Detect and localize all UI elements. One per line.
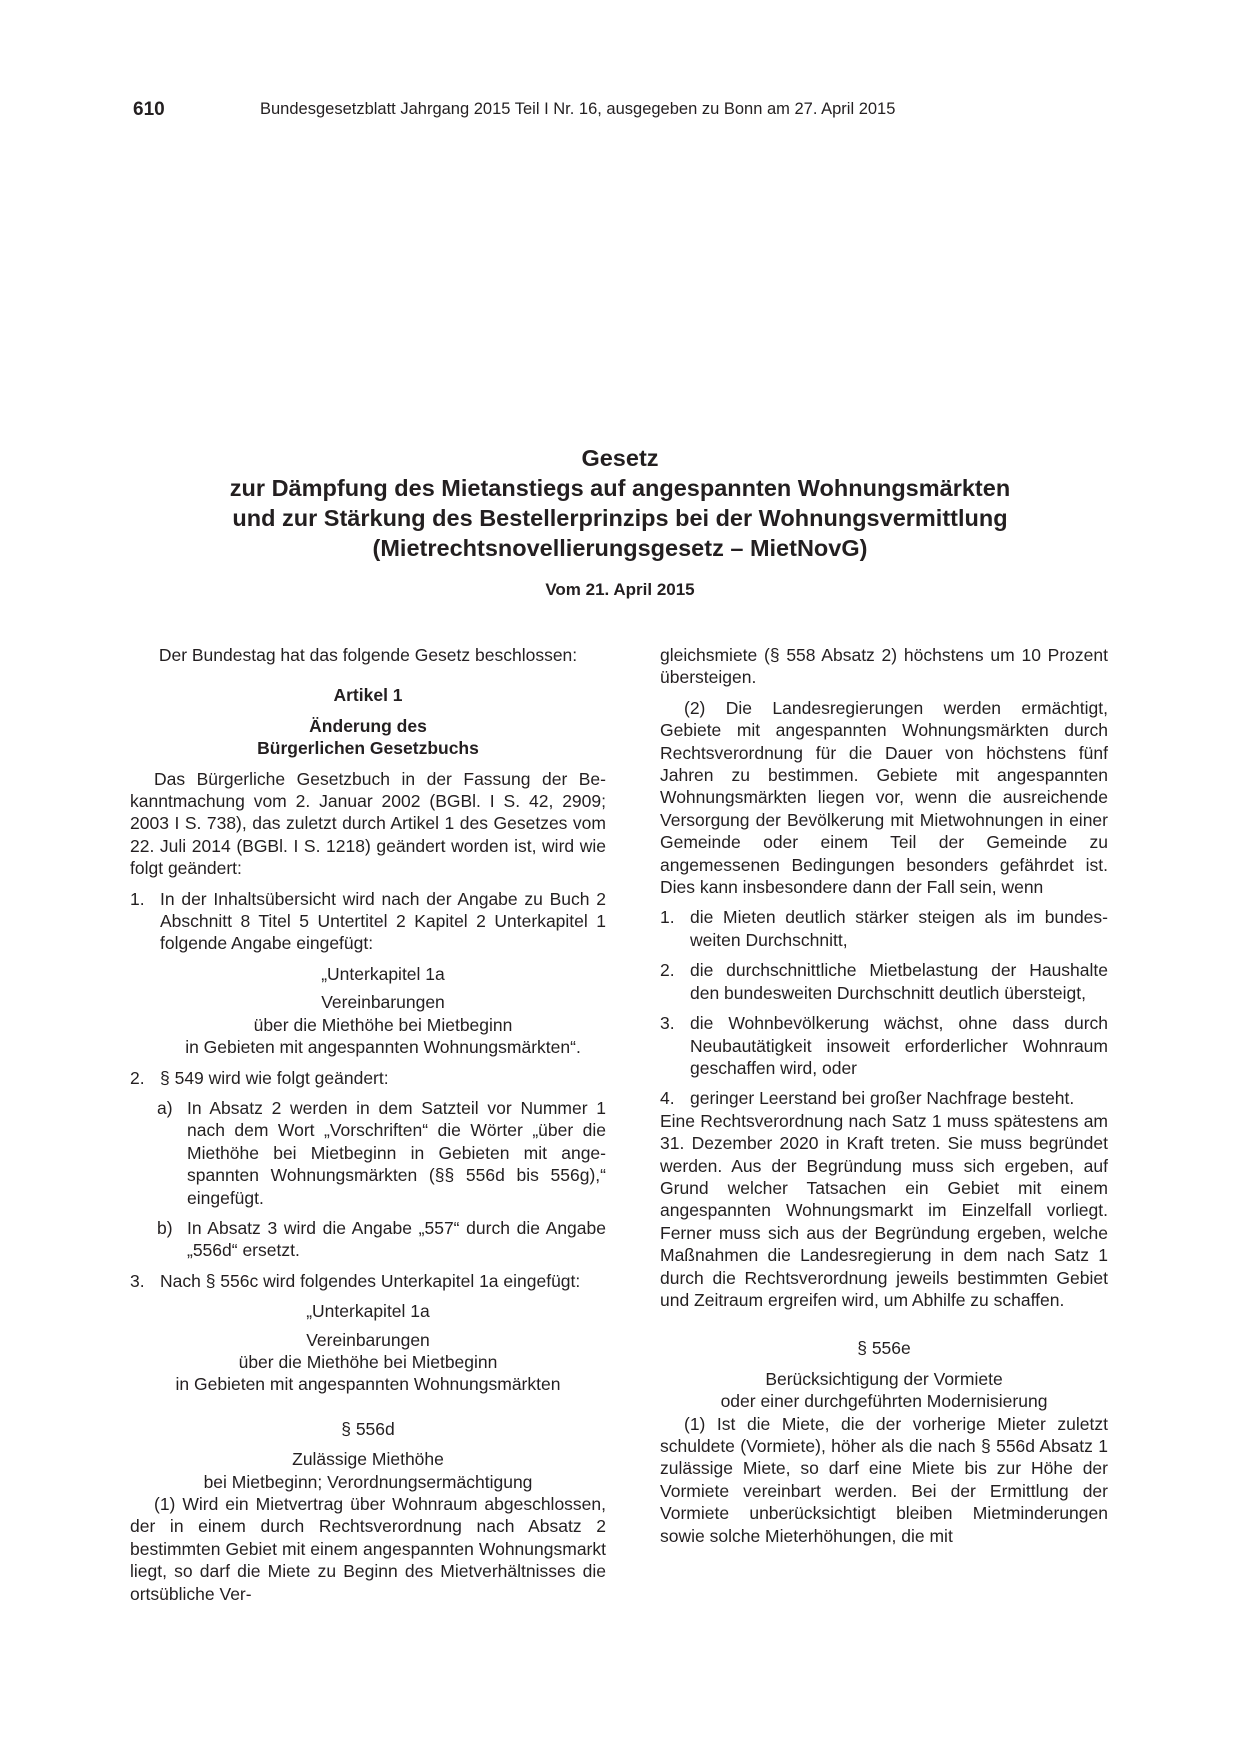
list-item-number: 4. <box>660 1088 675 1109</box>
quoted-heading-line: über die Miethöhe bei Mietbeginn <box>253 1014 513 1035</box>
enactment-clause: Der Bundestag hat das folgende Gesetz beschlossen: <box>158 645 578 665</box>
list-item <box>660 959 1108 1004</box>
title-line-1: Gesetz <box>581 445 659 471</box>
quoted-heading-line: Vereinbarungen <box>306 1329 430 1350</box>
law-title <box>120 443 1120 563</box>
article-intro-paragraph: Das Bürgerliche Gesetzbuch in der Fassung der Bekanntmachung vom 2. Januar 2002 (BGBl. I S. 42, 2909; 2003 I S. 738), das zuletzt durch Artikel 1 des Gesetzes vom 22. Juli 2014 (BGBl. I S. 1218) geändert worden ist, wird wie folgt geändert: <box>130 768 606 879</box>
list-item-number: 3. <box>130 1270 145 1291</box>
section-paragraph: (1) Wird ein Mietvertrag über Wohnraum abgeschlossen, der in einem durch Rechtsverordnung nach Absatz 2 bestimmten Gebiet mit einem angespannten Wohnungsmarkt liegt, so darf die Miete zu Beginn des Mietverhältnisses die ortsübliche Ver- <box>130 1494 606 1604</box>
section-paragraph: (1) Ist die Miete, die der vorherige Mieter zuletzt schuldete (Vormiete), höher als die nach § 556d Absatz 1 zulässige Miete, so darf eine Miete bis zur Höhe der Vormiete vereinbart werden. Bei der Ermittlung der Vormiete unberücksichtigt bleiben Mietminderungen sowie solche Mieterhöhungen, die mit <box>660 1413 1108 1546</box>
quoted-heading-line: „Unterkapitel 1a <box>306 1301 430 1322</box>
title-line-3: und zur Stärkung des Bestellerprinzips bei der Wohnungsvermittlung <box>232 505 1008 531</box>
running-head: Bundesgesetzblatt Jahrgang 2015 Teil I Nr. 16, ausgegeben zu Bonn am 27. April 2015 <box>260 100 896 118</box>
left-column <box>130 644 606 1605</box>
list-item-text: die Mieten deutlich stärker steigen als im bundesweiten Durchschnitt, <box>690 907 1108 950</box>
article-heading: Artikel 1 <box>333 685 403 706</box>
sub-item-text: In Absatz 3 wird die Angabe „557“ durch die Angabe „556d“ ersetzt. <box>187 1217 606 1261</box>
quoted-heading-line: „Unterkapitel 1a <box>321 963 445 984</box>
sub-item-text: In Absatz 2 werden in dem Satzteil vor Nummer 1 nach dem Wort „Vorschriften“ die Wörter „über die Miethöhe bei Mietbeginn in Gebieten mit angespannten Wohnungsmärkten (§§ 556d bis 556g),“ eingefügt. <box>187 1097 606 1208</box>
right-column <box>660 644 1108 1547</box>
list-item-text: § 549 wird wie folgt geändert: <box>160 1067 389 1088</box>
list-item-number: 1. <box>660 907 675 928</box>
list-item <box>660 1012 1108 1079</box>
law-date: Vom 21. April 2015 <box>545 580 695 599</box>
quoted-heading <box>130 963 606 1059</box>
list-item <box>660 1087 1108 1109</box>
list-item <box>660 906 1108 951</box>
title-line-4: (Mietrechtsnovellierungsgesetz – MietNovG) <box>372 535 868 561</box>
list-item-number: 2. <box>660 960 675 981</box>
section-556e-heading <box>660 1337 1108 1412</box>
quoted-heading <box>130 1300 606 1396</box>
article-title-line-1: Änderung des <box>309 715 427 736</box>
section-number: § 556e <box>857 1338 911 1359</box>
list-item-number: 3. <box>660 1013 675 1034</box>
sub-item-letter: b) <box>157 1217 173 1238</box>
list-item-number: 1. <box>130 888 145 909</box>
quoted-heading-line: Vereinbarungen <box>321 992 445 1013</box>
list-item-text: geringer Leerstand bei großer Nachfrage besteht. <box>690 1088 1075 1109</box>
section-number: § 556d <box>341 1418 395 1439</box>
list-item-text: die Wohnbevölkerung wächst, ohne dass durch Neubautätigkeit insoweit erforderlicher Wohnraum geschaffen wird, oder <box>690 1013 1108 1078</box>
list-item-text: In der Inhaltsübersicht wird nach der Angabe zu Buch 2 Abschnitt 8 Titel 5 Untertitel 2 Kapitel 2 Unterkapitel 1 folgende Angabe eingefügt: <box>160 888 606 954</box>
section-paragraph: Eine Rechtsverordnung nach Satz 1 muss spätestens am 31. Dezember 2020 in Kraft treten. Sie muss begründet werden. Aus der Begründung muss sich ergeben, auf Grund welcher Tatsachen ein Gebiet mit einem angespannten Wohnungsmarkt im Einzelfall vorliegt. Ferner muss sich aus der Begründung ergeben, welche Maßnahmen die Landesregierung in dem nach Satz 1 durch die Rechtsverordnung jeweils bestimmten Gebiet und Zeitraum ergreifen wird, um Abhilfe zu schaffen. <box>660 1110 1108 1310</box>
list-item <box>130 1067 606 1089</box>
list-item-text: die durchschnittliche Mietbelastung der Haushalte den bundesweiten Durchschnitt deutlich übersteigt, <box>690 960 1108 1003</box>
sub-item <box>130 1217 606 1262</box>
article-title-line-2: Bürgerlichen Gesetzbuchs <box>257 738 479 759</box>
quoted-heading-line: in Gebieten mit angespannten Wohnungsmärkten <box>175 1374 561 1395</box>
section-title-line: Berücksichtigung der Vormiete <box>765 1368 1003 1389</box>
sub-item <box>130 1097 606 1209</box>
quoted-heading-line: in Gebieten mit angespannten Wohnungsmärkten“. <box>185 1037 581 1058</box>
section-paragraph: (2) Die Landesregierungen werden ermächtigt, Gebiete mit angespannten Wohnungsmärkten durch Rechtsverordnung für die Dauer von höchstens fünf Jahren zu bestimmen. Gebiete mit angespannten Wohnungsmärkten liegen vor, wenn die ausreichende Versorgung der Bevölkerung mit Mietwohnungen in einer Gemeinde oder einem Teil der Gemeinde zu angemessenen Bedingungen besonders gefährdet ist. Dies kann insbesondere dann der Fall sein, wenn <box>660 697 1108 898</box>
page-number: 610 <box>133 99 165 120</box>
list-item <box>130 888 606 955</box>
continued-paragraph: gleichsmiete (§ 558 Absatz 2) höchstens um 10 Prozent übersteigen. <box>660 645 1108 688</box>
section-title-line: oder einer durchgeführten Modernisierung <box>720 1391 1048 1412</box>
title-line-2: zur Dämpfung des Mietanstiegs auf angespannten Wohnungsmärkten <box>229 475 1011 501</box>
section-title-line: Zulässige Miethöhe <box>292 1449 444 1470</box>
list-item-text: Nach § 556c wird folgendes Unterkapitel 1a eingefügt: <box>160 1270 581 1291</box>
quoted-heading-line: über die Miethöhe bei Mietbeginn <box>238 1351 498 1372</box>
page-header <box>133 99 1113 123</box>
section-title-line: bei Mietbeginn; Verordnungsermächtigung <box>203 1471 533 1492</box>
sub-item-letter: a) <box>157 1097 173 1118</box>
list-item <box>130 1270 606 1292</box>
section-556d-heading <box>130 1418 606 1493</box>
list-item-number: 2. <box>130 1067 145 1088</box>
